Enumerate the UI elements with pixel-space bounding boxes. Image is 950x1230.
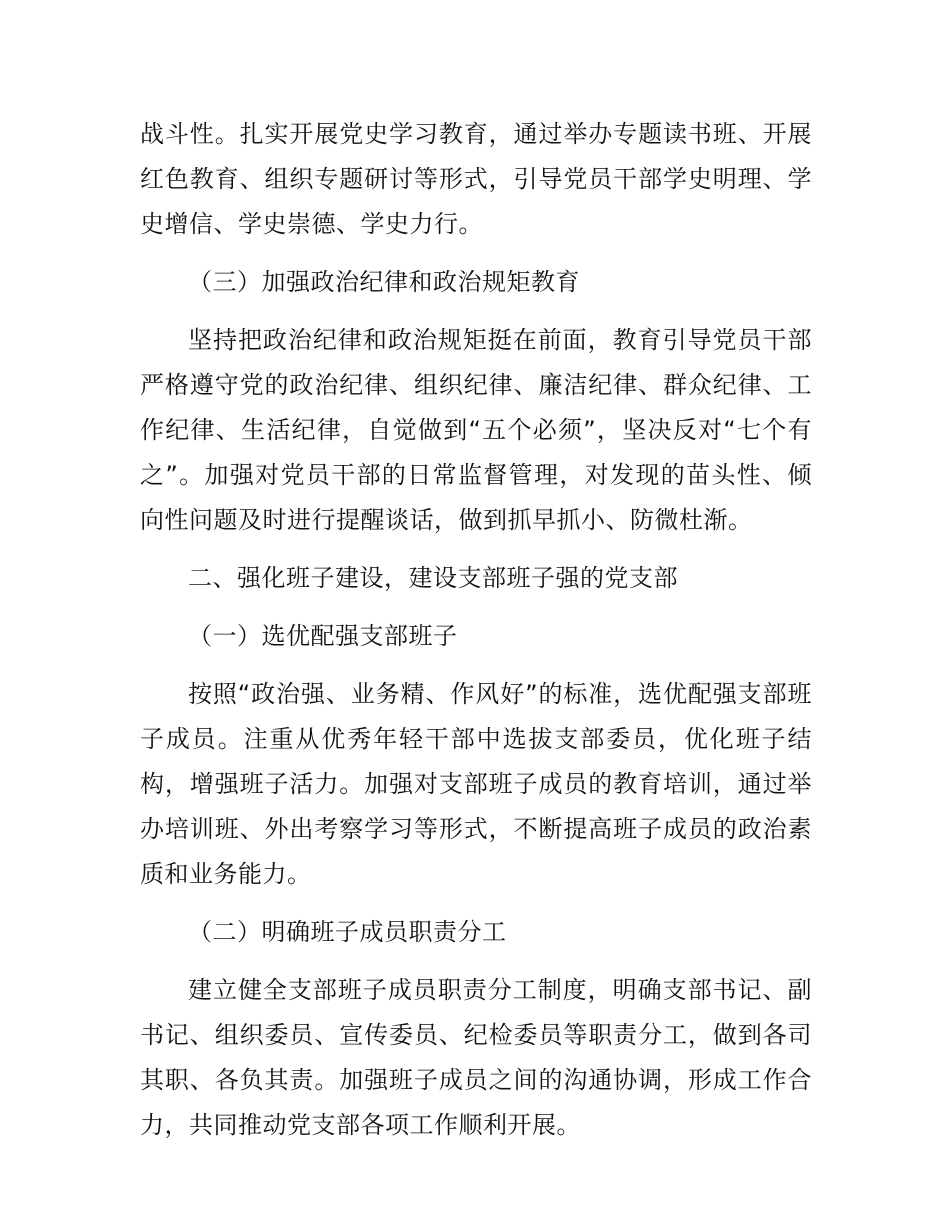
section-heading: （二）明确班子成员职责分工 (188, 918, 507, 946)
paragraph-body: 坚持把政治纪律和政治规矩挺在前面，教育引导党员干部严格遵守党的政治纪律、组织纪律、廉洁纪律、群众纪律、工作纪律、生活纪律，自觉做到“五个必须”，坚决反对“七个有之”。加强对党员干部的日常监督管理，对发现的苗头性、倾向性问题及时进行提醒谈话，做到抓早抓小、防微杜渐。 (140, 326, 812, 534)
paragraph-body: 建立健全支部班子成员职责分工制度，明确支部书记、副书记、组织委员、宣传委员、纪检委员等职责分工，做到各司其职、各负其责。加强班子成员之间的沟通协调，形成工作合力，共同推动党支部各项工作顺利开展。 (140, 976, 812, 1139)
document-body (140, 112, 812, 1161)
paragraph-body: 按照“政治强、业务精、作风好”的标准，选优配强支部班子成员。注重从优秀年轻干部中选拔支部委员，优化班子结构，增强班子活力。加强对支部班子成员的教育培训，通过举办培训班、外出考察学习等形式，不断提高班子成员的政治素质和业务能力。 (140, 680, 812, 888)
section-heading: （一）选优配强支部班子 (188, 622, 458, 650)
section-heading: 二、强化班子建设，建设支部班子强的党支部 (188, 564, 678, 592)
section-heading: （三）加强政治纪律和政治规矩教育 (188, 268, 580, 296)
paragraph-body: 战斗性。扎实开展党史学习教育，通过举办专题读书班、开展红色教育、组织专题研讨等形式，引导党员干部学史明理、学史增信、学史崇德、学史力行。 (140, 120, 812, 238)
